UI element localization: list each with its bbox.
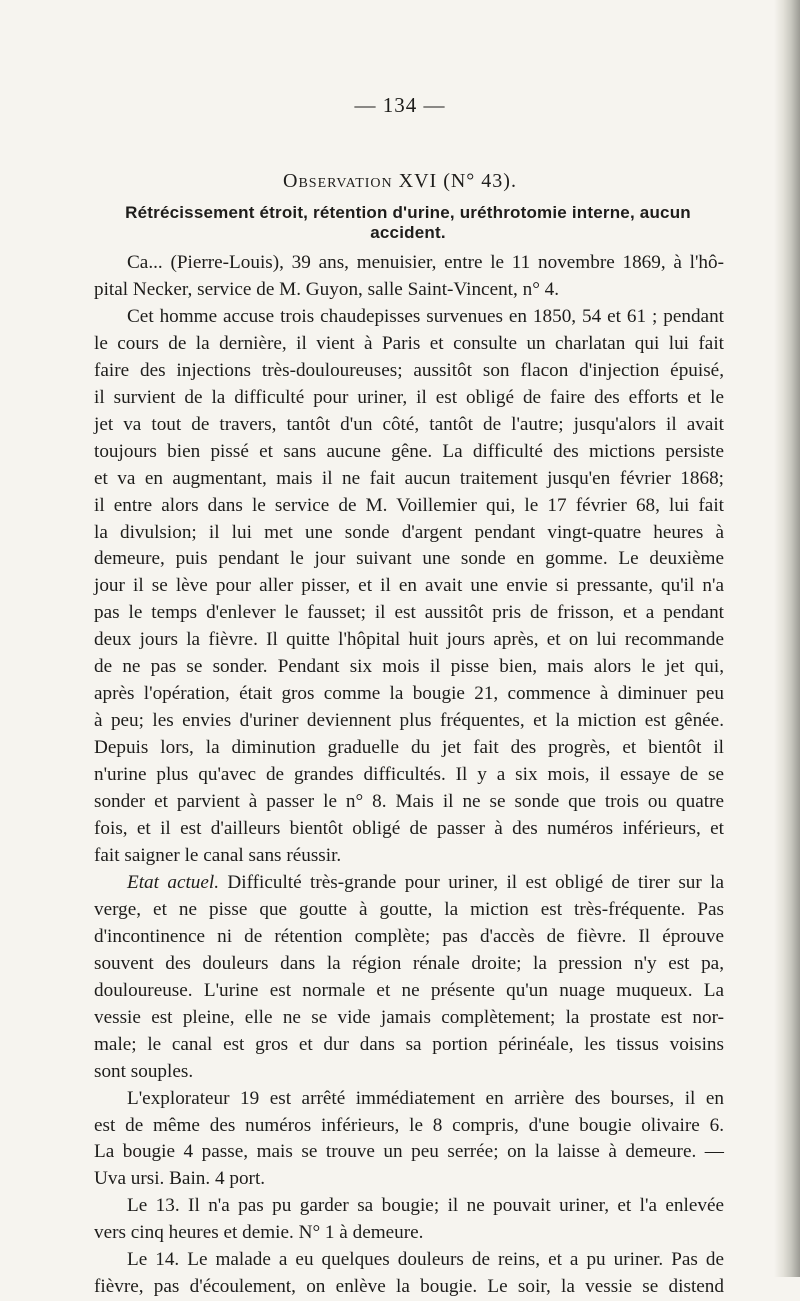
text-line: il entre alors dans le service de M. Voillemier qui, le 17 février 68, lui fait (94, 494, 724, 516)
text-line: douloureuse. L'urine est normale et ne présente qu'un nuage muqueux. La (94, 979, 724, 1001)
text-line: est de même des numéros inférieurs, le 8 compris, d'une bougie olivaire 6. (94, 1114, 724, 1136)
text-line: pital Necker, service de M. Guyon, salle Saint-Vincent, n° 4. (94, 278, 560, 300)
observation-subheading: Rétrécissement étroit, rétention d'urine, uréthrotomie interne, aucun accident. (125, 203, 691, 242)
text-line: fièvre, pas d'écoulement, on enlève la bougie. Le soir, la vessie se distend (94, 1276, 724, 1298)
text-line: deux jours la fièvre. Il quitte l'hôpital huit jours après, et on lui recommande (94, 629, 724, 651)
text-line: sonder et parvient à passer le n° 8. Mais il ne se sonde que trois ou quatre (94, 791, 724, 813)
body-text (94, 250, 724, 1301)
text-line: il survient de la difficulté pour uriner, il est obligé de faire des efforts et le (94, 386, 724, 408)
text-line: Le 13. Il n'a pas pu garder sa bougie; il ne pouvait uriner, et l'a enlevée (127, 1195, 724, 1217)
observation-heading: Observation XVI (N° 43). (283, 170, 517, 192)
text-line: Uva ursi. Bain. 4 port. (94, 1168, 266, 1190)
text-line: Depuis lors, la diminution graduelle du jet fait des progrès, et bientôt il (94, 737, 724, 759)
text-line: jour il se lève pour aller pisser, et il en avait une envie si pressante, qu'il n'a (94, 575, 724, 597)
text-line: toujours bien pissé et sans aucune gêne. La difficulté des mictions persiste (94, 440, 724, 462)
text-line: verge, et ne pisse que goutte à goutte, la miction est très-fréquente. Pas (94, 898, 724, 920)
text-line: fois, et il est d'ailleurs bientôt obligé de passer à des numéros inférieurs, et (94, 818, 724, 840)
text-line: d'incontinence ni de rétention complète; pas d'accès de fièvre. Il éprouve (94, 925, 724, 947)
text-line: jet va tout de travers, tantôt d'un côté, tantôt de l'autre; jusqu'alors il avait (94, 413, 724, 435)
text-line: à peu; les envies d'uriner deviennent plus fréquentes, et la miction est gênée. (94, 710, 724, 732)
text-line: male; le canal est gros et dur dans sa portion périnéale, les tissus voisins (94, 1033, 724, 1055)
page-number: — 134 — (354, 93, 446, 117)
text-line: Ca... (Pierre-Louis), 39 ans, menuisier, entre le 11 novembre 1869, à l'hô- (127, 252, 724, 273)
text-line: vers cinq heures et demie. N° 1 à demeure. (94, 1222, 424, 1244)
text-line: Le 14. Le malade a eu quelques douleurs de reins, et a pu uriner. Pas de (127, 1249, 724, 1271)
text-line: vessie est pleine, elle ne se vide jamais complètement; la prostate est nor- (94, 1006, 724, 1028)
text-line: sont souples. (94, 1060, 194, 1082)
text-line: souvent des douleurs dans la région rénale droite; la pression n'y est pa, (94, 952, 724, 974)
text-line: de ne pas se sonder. Pendant six mois il pisse bien, mais alors le jet qui, (94, 656, 724, 678)
text-line: pas le temps d'enlever le fausset; il est aussitôt pris de frisson, et a pendant (94, 602, 724, 624)
text-line: n'urine plus qu'avec de grandes difficultés. Il y a six mois, il essaye de se (94, 764, 724, 786)
text-line: après l'opération, était gros comme la bougie 21, commence à diminuer peu (94, 683, 724, 705)
text-line: la divulsion; il lui met une sonde d'argent pendant vingt-quatre heures à (94, 521, 724, 543)
text-line: fait saigner le canal sans réussir. (94, 844, 342, 866)
text-line: le cours de la dernière, il vient à Paris et consulte un charlatan qui lui fait (94, 332, 724, 354)
text-line: demeure, puis pendant le jour suivant une sonde en gomme. Le deuxième (94, 548, 724, 570)
text-line: faire des injections très-douloureuses; aussitôt son flacon d'injection épuisé, (94, 359, 724, 381)
text-line: Etat actuel. Difficulté très-grande pour uriner, il est obligé de tirer sur la (127, 871, 724, 893)
text-line: La bougie 4 passe, mais se trouve un peu serrée; on la laisse à demeure. — (94, 1141, 724, 1163)
text-line: L'explorateur 19 est arrêté immédiatement en arrière des bourses, il en (127, 1087, 724, 1109)
text-line: Cet homme accuse trois chaudepisses survenues en 1850, 54 et 61 ; pendant (127, 305, 724, 327)
text-line: et va en augmentant, mais il ne fait aucun traitement jusqu'en février 1868; (94, 467, 724, 489)
